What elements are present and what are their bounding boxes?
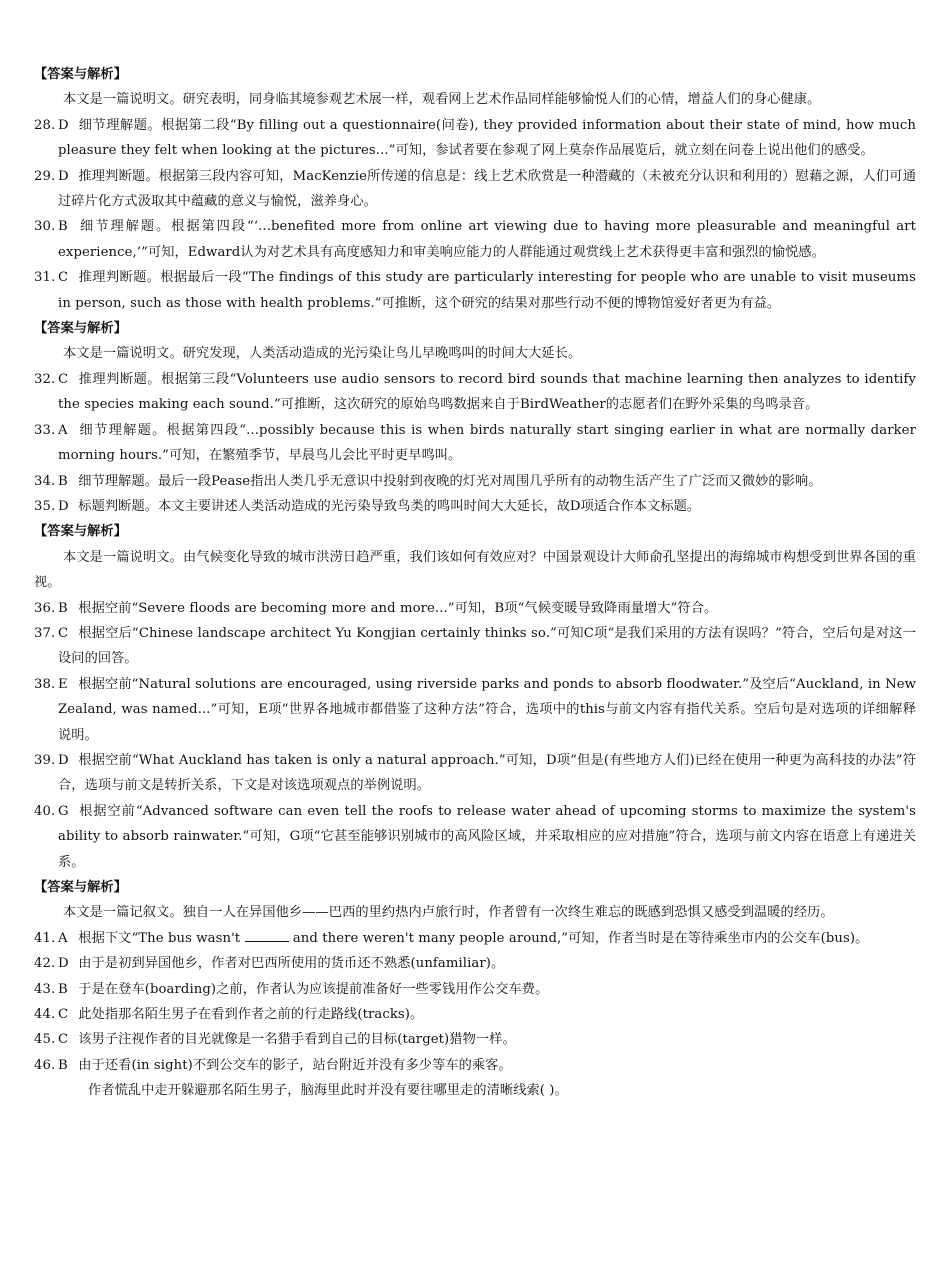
answer-item	[34, 621, 916, 672]
section-heading: 【答案与解析】	[34, 880, 128, 895]
section-intro: 本文是一篇记叙文。独自一人在异国他乡——巴西的里约热内卢旅行时，作者曾有一次终生难忘的既感到恐惧又感受到温暖的经历。	[63, 905, 834, 921]
answer-letter: B	[58, 1057, 68, 1073]
answer-letter: D	[58, 498, 69, 514]
item-explanation: 根据空前“What Auckland has taken is only a natural approach.”可知，D项“但是(有些地方人们)已经在使用一种更为高科技的办法”符合，选项与前文是转折关系，下文是对该选项观点的举例说明。	[58, 752, 916, 794]
item-number: 42.	[34, 956, 56, 972]
answer-letter: A	[58, 422, 68, 438]
item-number: 30.	[34, 219, 56, 235]
item-number: 41.	[34, 930, 56, 946]
item-explanation: 根据空前“Natural solutions are encouraged, using riverside parks and ponds to absorb floodwater.”及空后“Auckland, in New Zealand, was named...”可知，E项“世界各地城市都借鉴了这种方法”符合，选项中的this与前文内容有指代关系。空后句是对选项的详细解释说明。	[58, 676, 917, 743]
answer-letter: D	[58, 168, 69, 184]
item-explanation: 标题判断题。本文主要讲述人类活动造成的光污染导致鸟类的鸣叫时间大大延长，故D项适合作本文标题。	[78, 498, 701, 514]
section-heading: 【答案与解析】	[34, 524, 128, 540]
item-number: 46.	[34, 1057, 56, 1073]
section-3	[34, 519, 916, 875]
answer-letter: E	[58, 676, 68, 692]
answer-item	[34, 977, 916, 1002]
item-number: 44.	[34, 1007, 56, 1023]
answer-item	[34, 164, 916, 215]
item-number: 38.	[34, 676, 56, 692]
item-explanation: 推理判断题。根据第三段内容可知，MacKenzie所传递的信息是：线上艺术欣赏是一种潜藏的（未被充分认识和利用的）慰藉之源，人们可通过碎片化方式汲取其中蕴藏的意义与愉悦，滋养身心。	[58, 168, 916, 210]
answer-letter: B	[58, 981, 68, 997]
section-2	[34, 316, 916, 519]
answer-letter: B	[58, 219, 68, 235]
item-explanation: 推理判断题。根据第三段“Volunteers use audio sensors to record bird sounds that machine learning then analyzes to identify the species making each sound.”可推断，这次研究的原始鸟鸣数据来自于BirdWeather的志愿者们在野外采集的鸟鸣录音。	[58, 371, 916, 413]
item-explanation-before-blank: 根据下文“The bus wasn't	[78, 930, 241, 946]
answer-item	[34, 748, 916, 799]
item-explanation: 根据空前“Severe floods are becoming more and more...”可知，B项“气候变暖导致降雨量增大”符合。	[78, 600, 718, 616]
answer-item	[34, 214, 916, 265]
answer-letter: C	[58, 1007, 69, 1023]
answer-letter: B	[58, 600, 68, 616]
item-explanation: 细节理解题。根据第四段“‘...benefited more from online art viewing due to having more pleasurable and meaningful art experience,’”可知，Edward认为对艺术具有高度感知力和审美响应能力的人群能通过观赏线上艺术获得更丰富和强烈的愉悦感。	[58, 219, 916, 260]
answer-item	[34, 494, 916, 519]
item-number: 37.	[34, 625, 56, 641]
section-intro: 本文是一篇说明文。研究表明，同身临其境参观艺术展一样，观看网上艺术作品同样能够愉悦人们的心情，增益人们的身心健康。	[63, 92, 821, 108]
fill-in-blank	[245, 927, 289, 942]
answer-item	[34, 1002, 916, 1027]
item-number: 36.	[34, 600, 56, 616]
item-explanation: 细节理解题。根据第二段“By filling out a questionnaire(问卷), they provided information about their state of mind, how much pleasure they felt when looking at the pictures...”可知，参试者要在参观了网上莫奈作品展览后，就立刻在问卷上说出他们的感受。	[58, 117, 916, 159]
answer-item	[34, 265, 916, 316]
item-explanation: 细节理解题。根据第四段“...possibly because this is when birds naturally start singing earlier in what are normally darker morning hours.”可知，在繁殖季节，早晨鸟儿会比平时更早鸣叫。	[58, 422, 916, 464]
item-explanation: 根据空前“Advanced software can even tell the roofs to release water ahead of upcoming storms to maximize the system's ability to absorb rainwater.”可知，G项“它甚至能够识别城市的高风险区域，并采取相应的应对措施”符合，选项与前文内容在语意上有递进关系。	[58, 803, 916, 870]
answer-item	[34, 113, 916, 164]
answer-item	[34, 418, 916, 469]
answer-item	[34, 1053, 916, 1078]
answer-letter: D	[58, 752, 69, 768]
item-number: 28.	[34, 117, 56, 133]
answer-item	[34, 672, 916, 748]
answer-item	[34, 596, 916, 621]
item-explanation: 此处指那名陌生男子在看到作者之前的行走路线(tracks)。	[78, 1007, 424, 1023]
answer-item	[34, 367, 916, 418]
item-number: 32.	[34, 371, 56, 387]
item-explanation: 推理判断题。根据最后一段“The findings of this study are particularly interesting for people who are unable to visit museums in person, such as those with health problems.”可推断，这个研究的结果对那些行动不便的博物馆爱好者更为有益。	[58, 270, 916, 311]
item-explanation: 由于是初到异国他乡，作者对巴西所使用的货币还不熟悉(unfamiliar)。	[78, 956, 505, 972]
answer-item	[34, 926, 916, 951]
answer-letter: C	[58, 371, 69, 387]
item-number: 33.	[34, 422, 56, 438]
item-explanation: 细节理解题。最后一段Pease指出人类几乎无意识中投射到夜晚的灯光对周围几乎所有的动物生活产生了广泛而又微妙的影响。	[78, 473, 822, 489]
answer-letter: C	[58, 1032, 69, 1048]
item-number: 40.	[34, 803, 56, 819]
item-explanation: 根据空后“Chinese landscape architect Yu Kongjian certainly thinks so.”可知C项“是我们采用的方法有误吗？”符合，空后句是对这一设问的回答。	[58, 625, 916, 667]
item-number: 34.	[34, 473, 56, 489]
answer-letter: B	[58, 473, 68, 489]
item-number: 43.	[34, 981, 56, 997]
section-1	[34, 62, 916, 316]
item-number: 29.	[34, 168, 56, 184]
item-number: 35.	[34, 498, 56, 514]
item-number: 31.	[34, 270, 56, 286]
section-heading: 【答案与解析】	[34, 321, 128, 337]
item-explanation: 该男子注视作者的目光就像是一名猎手看到自己的目标(target)猎物一样。	[78, 1032, 516, 1048]
section-4	[34, 875, 916, 1104]
answer-item	[34, 951, 916, 976]
item-explanation: 于是在登车(boarding)之前，作者认为应该提前准备好一些零钱用作公交车费。	[78, 981, 549, 997]
answer-letter: D	[58, 956, 69, 972]
item-explanation-after-blank: and there weren't many people around,”可知，作者当时是在等待乘坐市内的公交车(bus)。	[292, 930, 869, 946]
trailing-text: 作者慌乱中走开躲避那名陌生男子，脑海里此时并没有要往哪里走的清晰线索( )。	[88, 1083, 568, 1099]
answer-letter: G	[58, 803, 69, 819]
answer-item	[34, 799, 916, 875]
answer-letter: C	[58, 270, 69, 286]
section-heading: 【答案与解析】	[34, 67, 128, 82]
section-intro: 本文是一篇说明文。由气候变化导致的城市洪涝日趋严重，我们该如何有效应对？中国景观设计大师俞孔坚提出的海绵城市构想受到世界各国的重视。	[34, 549, 916, 591]
answer-item	[34, 1027, 916, 1052]
answer-letter: A	[58, 930, 68, 946]
item-number: 45.	[34, 1032, 56, 1048]
item-number: 39.	[34, 752, 56, 768]
answer-letter: C	[58, 625, 69, 641]
answer-letter: D	[58, 117, 69, 133]
item-explanation: 由于还看(in sight)不到公交车的影子，站台附近并没有多少等车的乘客。	[78, 1057, 512, 1073]
section-intro: 本文是一篇说明文。研究发现，人类活动造成的光污染让鸟儿早晚鸣叫的时间大大延长。	[63, 346, 582, 362]
answer-item	[34, 469, 916, 494]
